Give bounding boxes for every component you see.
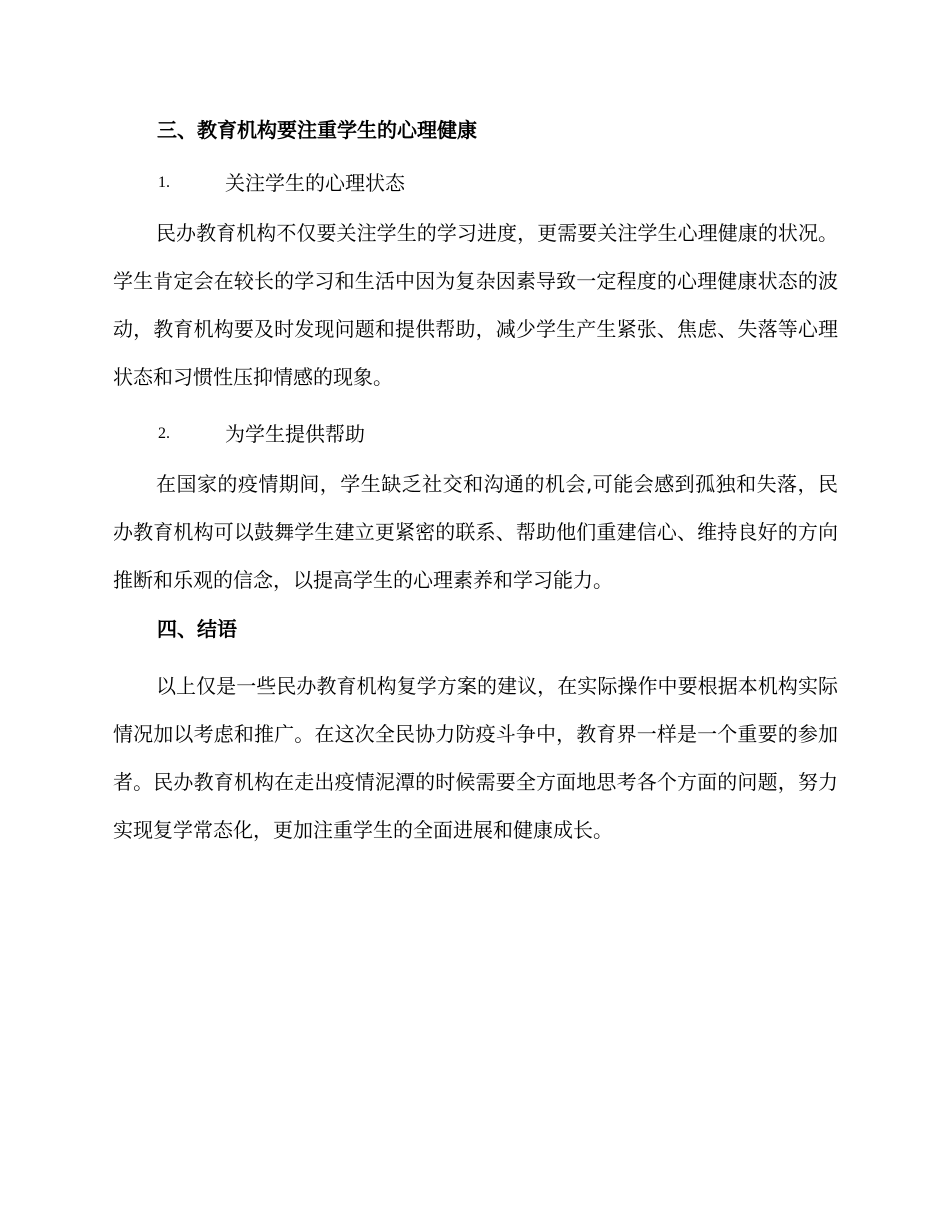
section-heading-4: 四、结语 — [157, 617, 237, 641]
paragraph-conclusion: 以上仅是一些民办教育机构复学方案的建议，在实际操作中要根据本机构实际情况加以考虑和推广。在这次全民协力防疫斗争中，教育界一样是一个重要的参加者。民办教育机构在走出疫情泥潭的时候需要全方面地思考各个方面的问题，努力实现复学常态化，更加注重学生的全面进展和健康成长。 — [113, 674, 838, 842]
item-number: 2. — [158, 425, 170, 442]
paragraph-mental-state: 民办教育机构不仅要关注学生的学习进度，更需要关注学生心理健康的状况。学生肯定会在较长的学习和生活中因为复杂因素导致一定程度的心理健康状态的波动，教育机构要及时发现问题和提供帮助，减少学生产生紧张、焦虑、失落等心理状态和习惯性压抑情感的现象。 — [113, 221, 838, 389]
item-number: 1. — [158, 174, 170, 191]
item-title: 为学生提供帮助 — [225, 422, 365, 446]
document-body — [113, 110, 838, 854]
section-heading-3: 三、教育机构要注重学生的心理健康 — [157, 118, 477, 142]
numbered-item-1 — [113, 163, 838, 203]
item-title: 关注学生的心理状态 — [225, 171, 405, 195]
paragraph-provide-help: 在国家的疫情期间，学生缺乏社交和沟通的机会,可能会感到孤独和失落，民办教育机构可以鼓舞学生建立更紧密的联系、帮助他们重建信心、维持良好的方向推断和乐观的信念，以提高学生的心理素养和学习能力。 — [113, 472, 838, 592]
numbered-item-2 — [113, 414, 838, 454]
